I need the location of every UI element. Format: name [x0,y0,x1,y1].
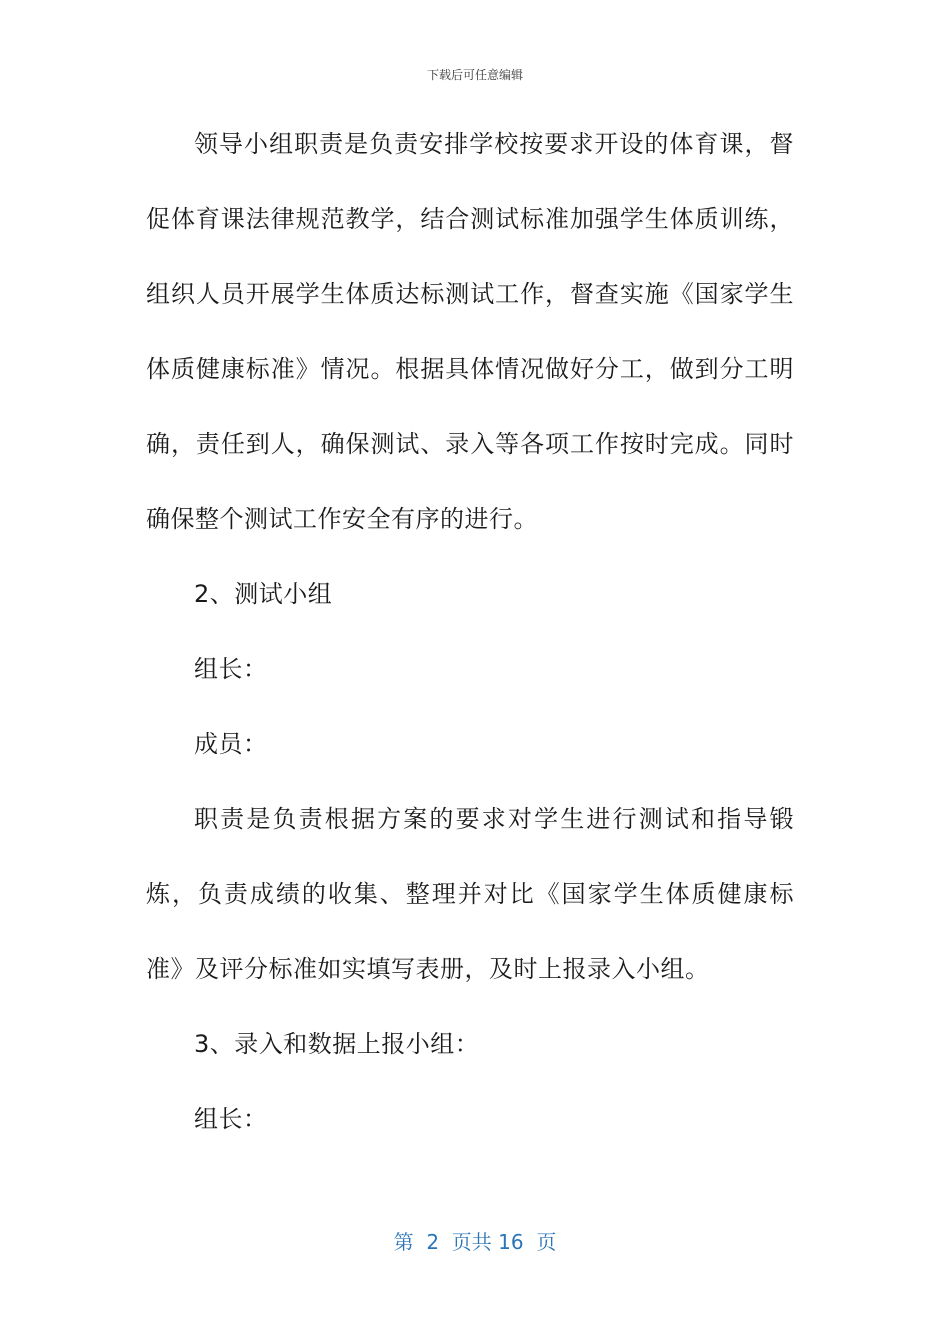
heading-testing-group: 2、测试小组 [194,580,333,608]
heading-data-entry-group: 3、录入和数据上报小组： [194,1030,480,1058]
paragraph-testing-duties: 职责是负责根据方案的要求对学生进行测试和指导锻炼，负责成绩的收集、整理并对比《国家学生体质健康标准》及评分标准如实填写表册，及时上报录入小组。 [146,805,794,983]
document-body [146,107,794,1157]
page-number-footer: 第 2 页共 16 页 [393,1230,557,1254]
data-entry-group-leader: 组长： [194,1105,268,1133]
testing-group-leader: 组长： [194,655,268,683]
paragraph-leadership-duties: 领导小组职责是负责安排学校按要求开设的体育课，督促体育课法律规范教学，结合测试标准加强学生体质训练，组织人员开展学生体质达标测试工作，督查实施《国家学生体质健康标准》情况。根据具体情况做好分工，做到分工明确，责任到人，确保测试、录入等各项工作按时完成。同时确保整个测试工作安全有序的进行。 [146,130,794,533]
testing-group-members: 成员： [194,730,268,758]
page-header: 下载后可任意编辑 [426,68,523,82]
